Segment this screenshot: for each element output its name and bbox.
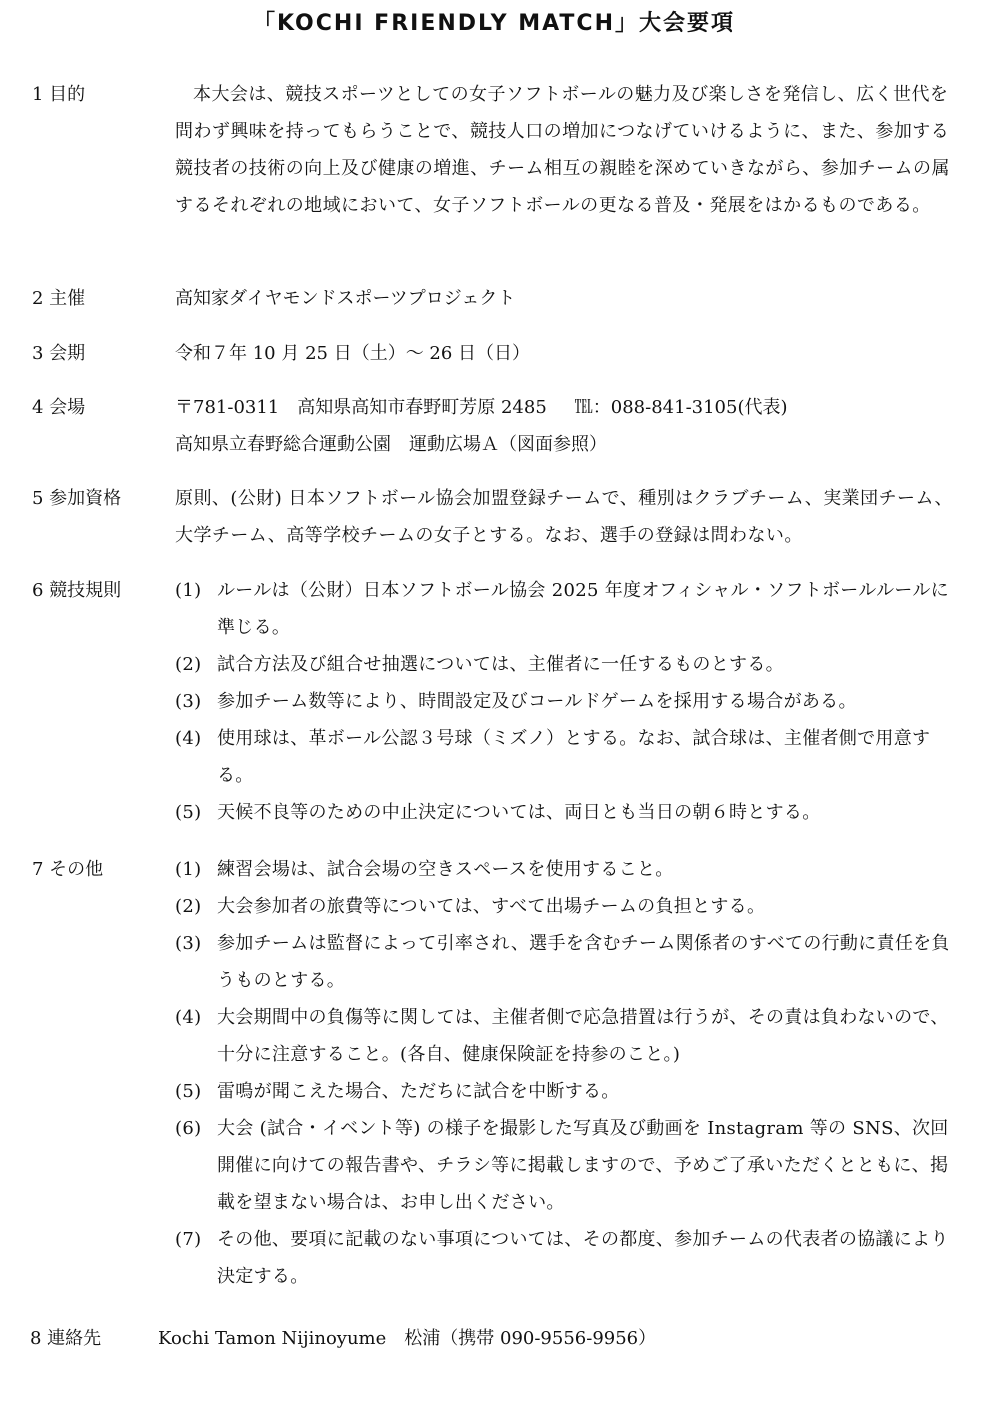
item-number: (1) — [175, 859, 202, 880]
item-text: 練習会場は、試合会場の空きスペースを使用すること。 — [217, 859, 674, 880]
rule-item — [175, 646, 965, 683]
item-text: 大会 (試合・イベント等) の様子を撮影した写真及び動画を Instagram 等の SNS、次回開催に向けての報告書や、チラシ等に掲載しますので、予めご了承いただくとともに、掲載を望まない場合は、お申し出ください。 — [217, 1118, 949, 1213]
other-item — [175, 888, 965, 925]
item-text: 使用球は、革ボール公認３号球（ミズノ）とする。なお、試合球は、主催者側で用意する。 — [217, 728, 931, 786]
item-text: 参加チーム数等により、時間設定及びコールドゲームを採用する場合がある。 — [217, 691, 857, 712]
item-number: (1) — [175, 580, 202, 601]
other-item — [175, 851, 965, 888]
item-text: ルールは（公財）日本ソフトボール協会 2025 年度オフィシャル・ソフトボールルールに準じる。 — [217, 580, 949, 638]
period-text: 令和７年 10 月 25 日（土）〜 26 日（日） — [175, 343, 531, 364]
rule-item — [175, 683, 965, 720]
item-text: 大会期間中の負傷等に関しては、主催者側で応急措置は行うが、その責は負わないので、十分に注意すること。(各自、健康保険証を持参のこと。) — [217, 1007, 949, 1065]
section-contact — [30, 1320, 656, 1357]
section-label: 3 会期 — [32, 343, 86, 364]
item-number: (5) — [175, 1081, 202, 1102]
section-label: 2 主催 — [32, 288, 86, 309]
item-number: (3) — [175, 933, 202, 954]
venue-address: 〒781-0311 高知県高知市春野町芳原 2485 — [175, 397, 547, 418]
section-label: 1 目的 — [32, 84, 86, 105]
other-item — [175, 999, 965, 1073]
purpose-text: 本大会は、競技スポーツとしての女子ソフトボールの魅力及び楽しさを発信し、広く世代を問わず興味を持ってもらうことで、競技人口の増加につなげていけるように、また、参加する競技者の技術の向上及び健康の増進、チーム相互の親睦を深めていきながら、参加チームの属するそれぞれの地域において、女子ソフトボールの更なる普及・発展をはかるものである。 — [175, 84, 950, 216]
item-number: (5) — [175, 802, 202, 823]
item-text: 雷鳴が聞こえた場合、ただちに試合を中断する。 — [217, 1081, 620, 1102]
other-item — [175, 1073, 965, 1110]
item-number: (2) — [175, 896, 202, 917]
item-text: 大会参加者の旅費等については、すべて出場チームの負担とする。 — [217, 896, 766, 917]
item-number: (6) — [175, 1118, 202, 1139]
item-text: その他、要項に記載のない事項については、その都度、参加チームの代表者の協議により決定する。 — [217, 1229, 949, 1287]
item-text: 参加チームは監督によって引率され、選手を含むチーム関係者のすべての行動に責任を負うものとする。 — [217, 933, 950, 991]
contact-text: Kochi Tamon Nijinoyume 松浦（携帯 090-9556-9956） — [158, 1328, 657, 1349]
venue-tel: ℡：088-841-3105(代表) — [574, 397, 788, 418]
item-number: (7) — [175, 1229, 202, 1250]
eligibility-text: 原則、(公財) 日本ソフトボール協会加盟登録チームで、種別はクラブチーム、実業団チーム、大学チーム、高等学校チームの女子とする。なお、選手の登録は問わない。 — [175, 488, 953, 546]
item-number: (3) — [175, 691, 202, 712]
other-item — [175, 1110, 965, 1221]
section-label: 7 その他 — [32, 859, 104, 880]
item-number: (4) — [175, 1007, 202, 1028]
other-item — [175, 1221, 965, 1295]
item-text: 天候不良等のための中止決定については、両日とも当日の朝６時とする。 — [217, 802, 821, 823]
section-label: 6 競技規則 — [32, 580, 122, 601]
item-number: (2) — [175, 654, 202, 675]
item-number: (4) — [175, 728, 202, 749]
rule-item — [175, 794, 965, 831]
item-text: 試合方法及び組合せ抽選については、主催者に一任するものとする。 — [217, 654, 784, 675]
section-label: 5 参加資格 — [32, 488, 122, 509]
venue-facility: 高知県立春野総合運動公園 運動広場Ａ（図面参照） — [175, 434, 607, 455]
rule-item — [175, 720, 965, 794]
other-item — [175, 925, 965, 999]
section-label: 4 会場 — [32, 397, 86, 418]
document-title: 「KOCHI FRIENDLY MATCH」大会要項 — [253, 11, 735, 36]
organizer-text: 高知家ダイヤモンドスポーツプロジェクト — [175, 288, 516, 309]
rule-item — [175, 572, 965, 646]
section-label: 8 連絡先 — [30, 1328, 102, 1349]
